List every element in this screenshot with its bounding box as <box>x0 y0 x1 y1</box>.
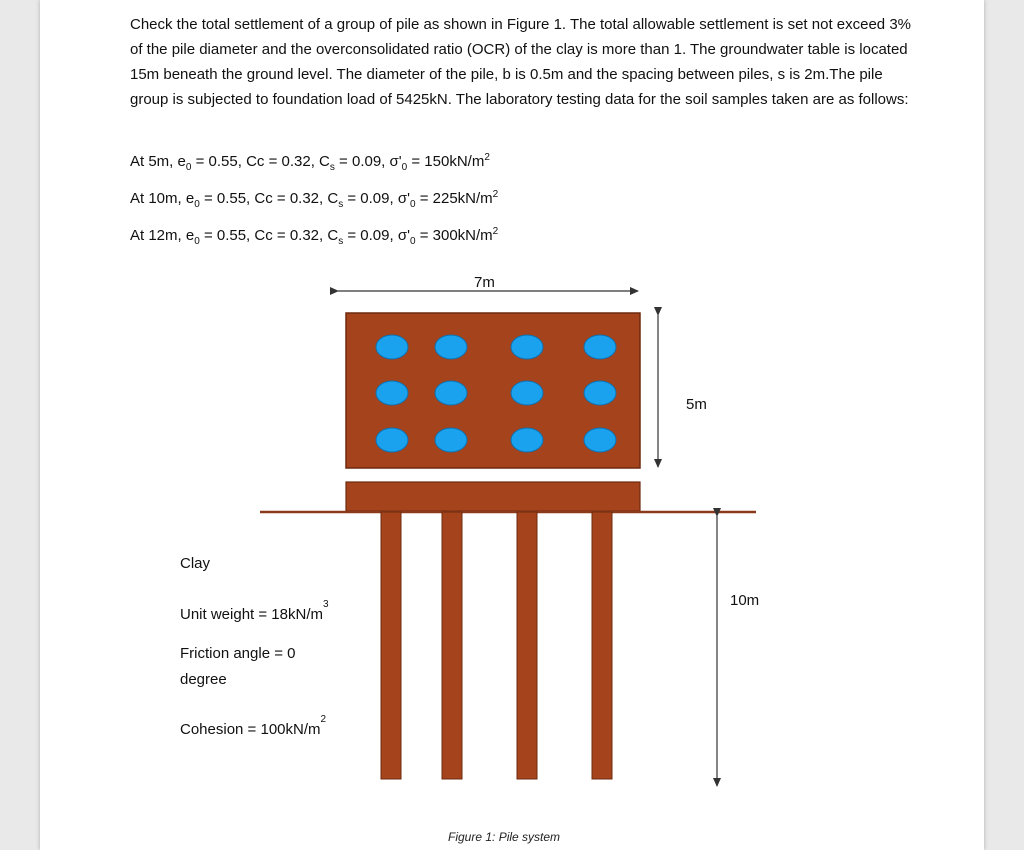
pile-head <box>584 381 616 405</box>
pile-head <box>435 428 467 452</box>
sample-line-10m: At 10m, $e_0 = 0.55$, Cc = 0.32, $C_s = 0.09$, $\sigma'_0 = 225kN/m^2$ <box>130 189 499 210</box>
pile-head <box>376 381 408 405</box>
pile-head <box>376 335 408 359</box>
pile-head <box>511 335 543 359</box>
problem-text: Check the total settlement of a group of pile as shown in Figure 1. The total allowable settlement is set not exceed 3% of the pile diameter and the overconsolidated ratio (OCR) of the clay is more than 1. The groundwater table is located 15m beneath the ground level. The diameter of the pile, b is 0.5m and the spacing between piles, s is 2m.The pile group is subjected to foundation load of 5425kN. The laboratory testing data for the soil samples taken are as follows: <box>130 16 911 108</box>
width-label: 7m <box>474 274 495 291</box>
pile <box>517 512 537 779</box>
depth-label: 10m <box>730 592 760 609</box>
pile <box>381 512 401 779</box>
pile-head <box>511 381 543 405</box>
length-label: 5m <box>686 396 707 413</box>
document-page <box>40 0 984 850</box>
sample-line-5m: At 5m, $e_0 = 0.55$, Cc = 0.32, $C_s = 0.09$, $\sigma'_0 = 150kN/m^2$ <box>130 152 490 173</box>
friction-angle-unit: degree <box>180 671 227 688</box>
pile-head <box>584 428 616 452</box>
cohesion-label: Cohesion = $100kN/m^2$ <box>180 714 327 738</box>
pile-head <box>584 335 616 359</box>
figure-caption: Figure 1: Pile system <box>448 830 561 844</box>
soil-label: Clay <box>180 555 211 572</box>
friction-angle-label: Friction angle = 0 <box>180 645 296 662</box>
unit-weight-label: Unit weight = $18kN/m^3$ <box>180 599 329 623</box>
pile-cap-elevation <box>346 482 640 511</box>
pile-head <box>511 428 543 452</box>
piles-elevation <box>381 512 612 779</box>
pile-head <box>435 381 467 405</box>
pile <box>592 512 612 779</box>
sample-line-12m: At 12m, $e_0 = 0.55$, Cc = 0.32, $C_s = 0.09$, $\sigma'_0 = 300kN/m^2$ <box>130 226 499 247</box>
pile-head <box>435 335 467 359</box>
pile <box>442 512 462 779</box>
pile-head <box>376 428 408 452</box>
